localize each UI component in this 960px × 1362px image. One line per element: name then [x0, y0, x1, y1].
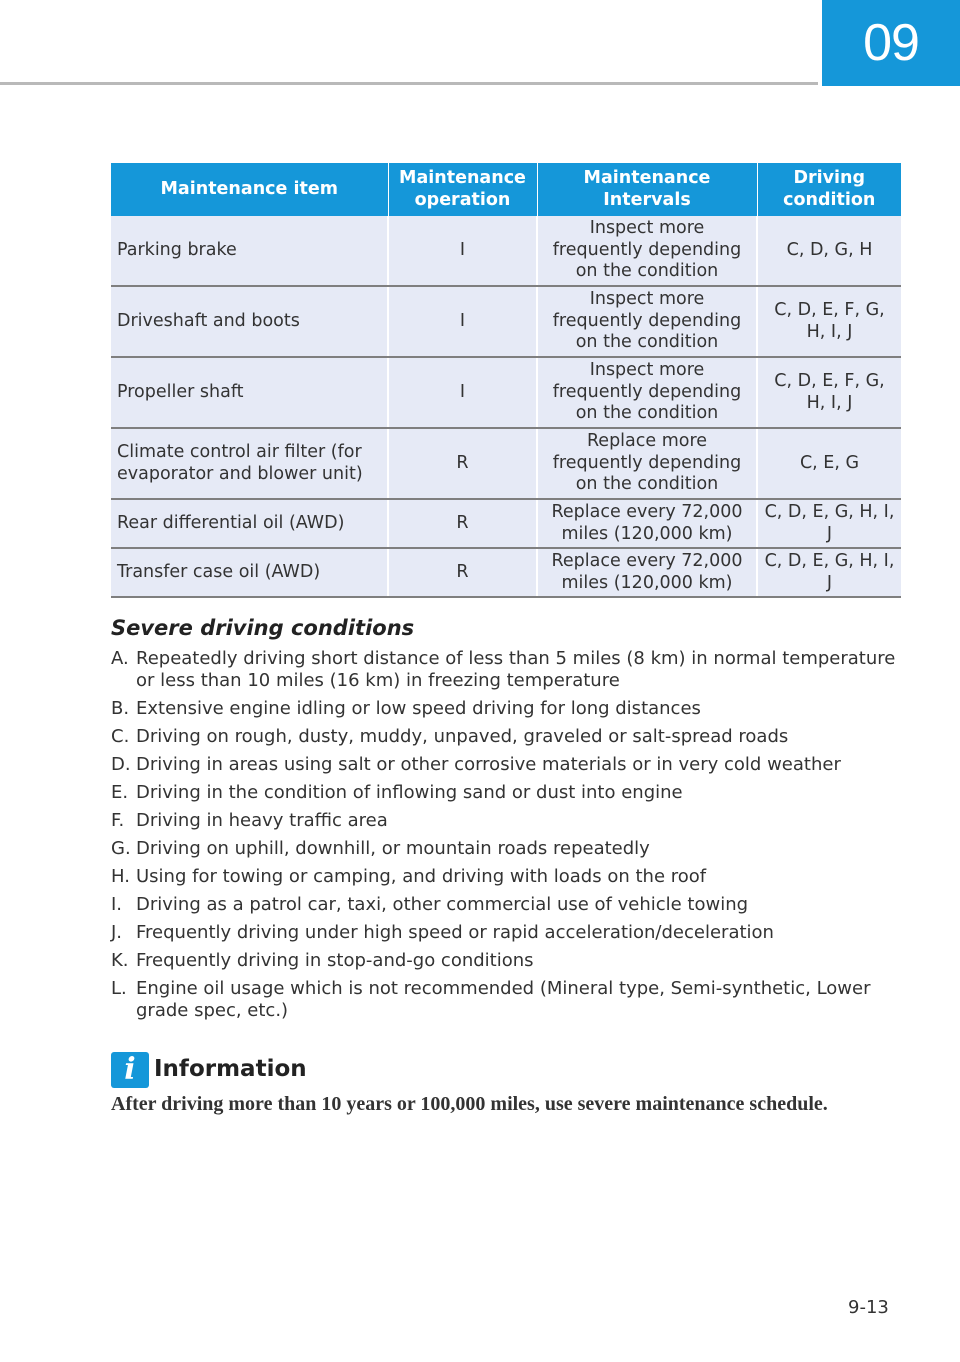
cell-item: Parking brake [111, 216, 388, 286]
cell-condition: C, D, E, F, G, H, I, J [757, 286, 901, 357]
column-header-condition: Driving condition [757, 163, 901, 216]
column-header-intervals: Maintenance Intervals [537, 163, 757, 216]
item-text: Frequently driving under high speed or rapid acceleration/deceleration [136, 922, 774, 943]
column-header-operation: Maintenance operation [388, 163, 537, 216]
list-item [111, 922, 901, 944]
item-letter: D. [111, 754, 131, 775]
item-text: Driving on uphill, downhill, or mountain roads repeatedly [136, 838, 650, 859]
cell-interval: Inspect more frequently depending on the condition [537, 286, 757, 357]
item-letter: K. [111, 950, 129, 971]
list-item [111, 950, 901, 972]
table-row [111, 548, 901, 597]
cell-operation: I [388, 286, 537, 357]
item-text: Driving as a patrol car, taxi, other commercial use of vehicle towing [136, 894, 749, 915]
cell-operation: I [388, 357, 537, 428]
info-icon: i [111, 1052, 149, 1088]
list-item [111, 726, 901, 748]
cell-operation: R [388, 428, 537, 499]
severe-conditions-title: Severe driving conditions [111, 616, 415, 640]
item-letter: A. [111, 648, 129, 669]
maintenance-table [111, 163, 901, 598]
item-text: Using for towing or camping, and driving with loads on the roof [136, 866, 707, 887]
list-item [111, 978, 901, 1022]
header-divider [0, 82, 818, 85]
page-number: 9-13 [848, 1297, 889, 1318]
item-letter: G. [111, 838, 131, 859]
cell-operation: R [388, 548, 537, 597]
cell-interval: Replace every 72,000 miles (120,000 km) [537, 499, 757, 548]
item-letter: E. [111, 782, 129, 803]
cell-operation: I [388, 216, 537, 286]
table-header-row [111, 163, 901, 216]
item-letter: H. [111, 866, 130, 887]
item-letter: J. [111, 922, 123, 943]
cell-condition: C, D, G, H [757, 216, 901, 286]
list-item [111, 782, 901, 804]
chapter-tab: 09 [822, 0, 960, 86]
table-row [111, 499, 901, 548]
list-item [111, 754, 901, 776]
cell-interval: Inspect more frequently depending on the condition [537, 216, 757, 286]
cell-item: Transfer case oil (AWD) [111, 548, 388, 597]
cell-interval: Replace more frequently depending on the condition [537, 428, 757, 499]
cell-item: Driveshaft and boots [111, 286, 388, 357]
column-header-item: Maintenance item [111, 163, 388, 216]
item-text: Driving on rough, dusty, muddy, unpaved, graveled or salt-spread roads [136, 726, 789, 747]
cell-item: Propeller shaft [111, 357, 388, 428]
list-item [111, 838, 901, 860]
item-letter: L. [111, 978, 127, 999]
cell-operation: R [388, 499, 537, 548]
cell-item: Rear differential oil (AWD) [111, 499, 388, 548]
cell-item: Climate control air filter (for evaporator and blower unit) [111, 428, 388, 499]
table-row [111, 428, 901, 499]
info-text: After driving more than 10 years or 100,000 miles, use severe maintenance schedule. [111, 1093, 828, 1115]
severe-conditions-list [111, 648, 901, 1028]
item-text: Driving in areas using salt or other corrosive materials or in very cold weather [136, 754, 841, 775]
cell-interval: Inspect more frequently depending on the condition [537, 357, 757, 428]
item-letter: B. [111, 698, 130, 719]
cell-condition: C, D, E, G, H, I, J [757, 499, 901, 548]
item-text: Driving in the condition of inflowing sand or dust into engine [136, 782, 683, 803]
list-item [111, 810, 901, 832]
item-letter: F. [111, 810, 125, 831]
info-title: Information [154, 1056, 307, 1082]
list-item [111, 648, 901, 692]
cell-interval: Replace every 72,000 miles (120,000 km) [537, 548, 757, 597]
cell-condition: C, D, E, F, G, H, I, J [757, 357, 901, 428]
list-item [111, 866, 901, 888]
item-letter: C. [111, 726, 130, 747]
item-text: Frequently driving in stop-and-go conditions [136, 950, 534, 971]
list-item [111, 698, 901, 720]
item-text: Repeatedly driving short distance of less than 5 miles (8 km) in normal temperature or less than 10 miles (16 km) in freezing temperature [136, 648, 896, 691]
table-row [111, 286, 901, 357]
item-text: Extensive engine idling or low speed driving for long distances [136, 698, 701, 719]
item-text: Driving in heavy traffic area [136, 810, 388, 831]
table-row [111, 357, 901, 428]
cell-condition: C, E, G [757, 428, 901, 499]
table-row [111, 216, 901, 286]
item-text: Engine oil usage which is not recommended (Mineral type, Semi-synthetic, Lower grade spec, etc.) [136, 978, 871, 1021]
cell-condition: C, D, E, G, H, I, J [757, 548, 901, 597]
list-item [111, 894, 901, 916]
item-letter: I. [111, 894, 123, 915]
